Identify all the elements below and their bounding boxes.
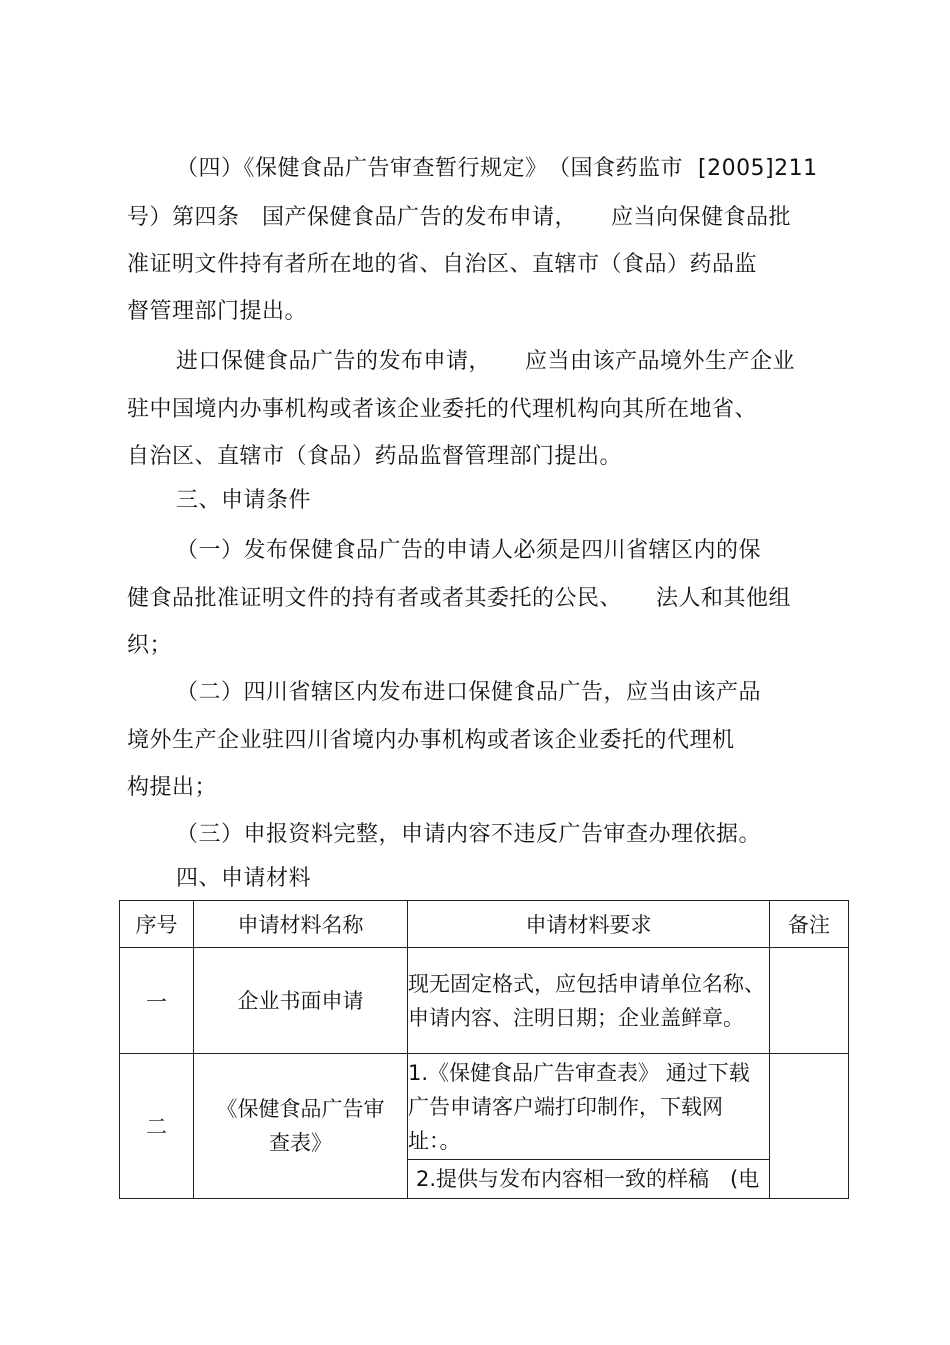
section-heading: 三、申请条件 — [176, 488, 312, 513]
paragraph-line: （二）四川省辖区内发布进口保健食品广告，应当由该产品 — [176, 680, 762, 705]
paragraph-line: 织； — [127, 633, 173, 658]
table-row — [120, 1054, 849, 1160]
table-row — [120, 948, 849, 1054]
paragraph-line: 自治区、直辖市（食品）药品监督管理部门提出。 — [127, 444, 623, 469]
material-requirement: 1.《保健食品广告审查表》 通过下载广告申请客户端打印制作，下载网址：。 — [408, 1054, 770, 1160]
paragraph-line: 境外生产企业驻四川省境内办事机构或者该企业委托的代理机 — [127, 728, 735, 753]
materials-table — [119, 900, 849, 1199]
paragraph-line: 进口保健食品广告的发布申请， 应当由该产品境外生产企业 — [176, 349, 796, 374]
paragraph-line: （一）发布保健食品广告的申请人必须是四川省辖区内的保 — [176, 538, 762, 563]
note-cell — [770, 1054, 849, 1199]
material-requirement: 2.提供与发布内容相一致的样稿 (电 — [408, 1160, 770, 1199]
paragraph-line: 健食品批准证明文件的持有者或者其委托的公民、 法人和其他组 — [127, 586, 792, 611]
note-cell — [770, 948, 849, 1054]
paragraph-line: 准证明文件持有者所在地的省、自治区、直辖市（食品）药品监 — [127, 252, 758, 277]
header-cell: 申请材料要求 — [408, 901, 770, 948]
paragraph-line: 督管理部门提出。 — [127, 299, 308, 324]
material-name-text: 《保健食品广告审查表》 — [216, 1097, 385, 1155]
section-heading: 四、申请材料 — [176, 866, 312, 891]
paragraph-line: （四）《保健食品广告审查暂行规定》 （国食药监市 [2005]211 — [176, 156, 818, 181]
paragraph-line: 驻中国境内办事机构或者该企业委托的代理机构向其所在地省、 — [127, 397, 758, 422]
paragraph-line: 号）第四条 国产保健食品广告的发布申请， 应当向保健食品批 — [127, 205, 792, 230]
row-number: 二 — [120, 1054, 194, 1199]
header-cell: 序号 — [120, 901, 194, 948]
material-name — [194, 1054, 408, 1199]
material-name: 企业书面申请 — [194, 948, 408, 1054]
material-requirement: 现无固定格式，应包括申请单位名称、申请内容、注明日期；企业盖鲜章。 — [408, 948, 770, 1054]
header-cell: 申请材料名称 — [194, 901, 408, 948]
row-number: 一 — [120, 948, 194, 1054]
header-cell: 备注 — [770, 901, 849, 948]
paragraph-line: 构提出； — [127, 775, 218, 800]
table-header-row — [120, 901, 849, 948]
paragraph-line: （三）申报资料完整，申请内容不违反广告审查办理依据。 — [176, 822, 762, 847]
